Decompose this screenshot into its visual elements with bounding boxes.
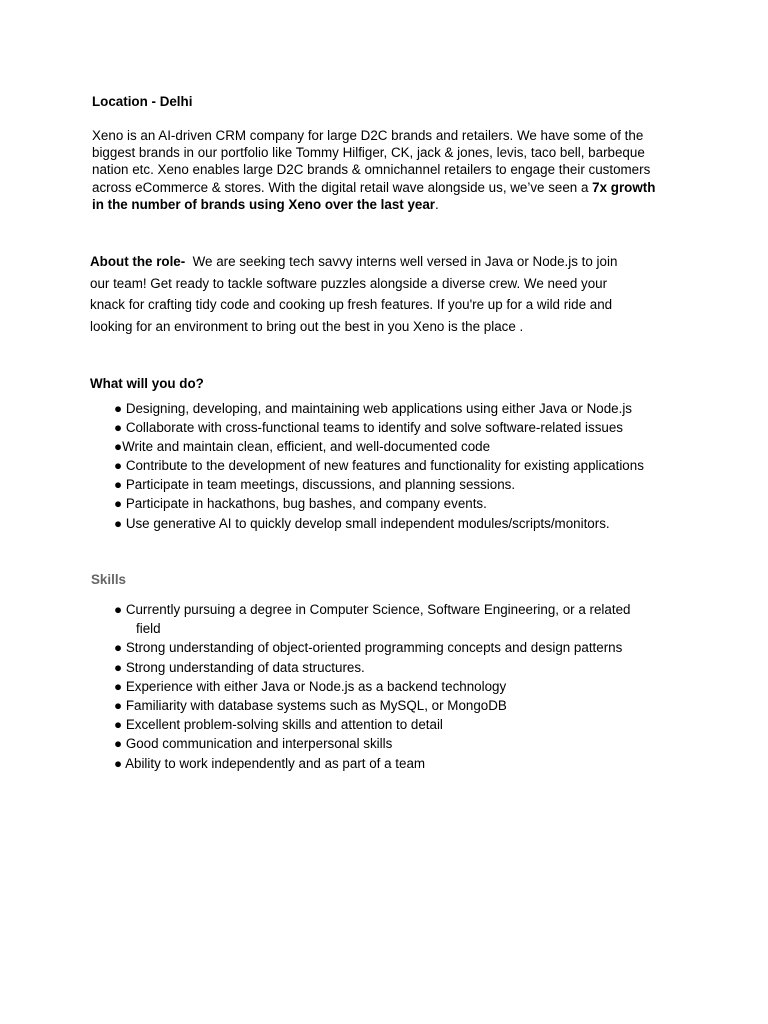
list-item-text: Excellent problem-solving skills and attention to detail [122, 717, 443, 733]
bullet-icon: ● [114, 736, 123, 752]
list-item [114, 715, 630, 734]
list-item [114, 638, 630, 657]
what-will-you-do-heading: What will you do? [90, 376, 204, 391]
growth-highlight-cont: in the number of brands using Xeno over the last year [92, 196, 436, 212]
list-item-text: Participate in hackathons, bug bashes, and company events. [122, 496, 487, 512]
about-role-paragraph [90, 251, 710, 337]
role-line: looking for an environment to bring out the best in you Xeno is the place . [90, 318, 524, 334]
list-item-text-cont: field [136, 621, 161, 637]
bullet-icon: ● [114, 678, 123, 694]
skills-heading: Skills [91, 572, 126, 587]
intro-line [92, 179, 692, 196]
list-item [114, 399, 644, 418]
growth-highlight: 7x growth [592, 179, 656, 195]
list-item [114, 696, 630, 715]
list-item [114, 734, 630, 753]
list-item-text: Collaborate with cross-functional teams to identify and solve software-related issues [122, 420, 623, 436]
bullet-icon: ● [114, 659, 123, 675]
bullet-icon: ● [114, 458, 123, 474]
list-item [114, 494, 644, 513]
intro-text: across eCommerce & stores. With the digital retail wave alongside us, we’ve seen a [92, 179, 593, 195]
list-item-text: Currently pursuing a degree in Computer Science, Software Engineering, or a related [122, 602, 631, 617]
list-item-text: Write and maintain clean, efficient, and well-documented code [122, 439, 491, 455]
list-item [114, 418, 644, 437]
list-item-text: Use generative AI to quickly develop small independent modules/scripts/monitors. [122, 515, 610, 531]
bullet-icon: ● [114, 698, 123, 714]
bullet-icon: ● [114, 717, 123, 733]
list-item-text: Contribute to the development of new features and functionality for existing applications [122, 458, 644, 474]
list-item-text: Familiarity with database systems such as MySQL, or MongoDB [122, 698, 507, 714]
intro-line: biggest brands in our portfolio like Tommy Hilfiger, CK, jack & jones, levis, taco bell, barbeque [92, 145, 645, 161]
list-item-text: Experience with either Java or Node.js as a backend technology [122, 678, 507, 694]
role-line [90, 251, 710, 273]
bullet-icon: ● [114, 755, 123, 771]
list-item [114, 456, 644, 475]
intro-line [92, 196, 692, 213]
list-item-text: Strong understanding of object-oriented programming concepts and design patterns [122, 640, 623, 656]
list-item-text: Good communication and interpersonal skills [122, 736, 393, 752]
list-item-text: Ability to work independently and as part of a team [122, 755, 426, 771]
role-line: knack for crafting tidy code and cooking up fresh features. If you're up for a wild ride and [90, 297, 613, 313]
bullet-icon: ● [114, 439, 123, 455]
list-item [114, 437, 644, 456]
about-role-label: About the role- [90, 254, 186, 269]
bullet-icon: ● [114, 515, 123, 531]
bullet-icon: ● [114, 420, 123, 436]
bullet-icon: ● [114, 602, 123, 617]
role-line: our team! Get ready to tackle software puzzles alongside a diverse crew. We need your [90, 275, 608, 291]
bullet-icon: ● [114, 496, 123, 512]
list-item [114, 475, 644, 494]
list-item [114, 514, 644, 533]
list-item [114, 658, 630, 677]
skills-list [114, 600, 630, 773]
list-item-text: Designing, developing, and maintaining web applications using either Java or Node.js [122, 401, 632, 416]
role-text: We are seeking tech savvy interns well versed in Java or Node.js to join [185, 254, 618, 269]
list-item [114, 600, 630, 638]
list-item-text: Strong understanding of data structures. [122, 659, 365, 675]
intro-line: nation etc. Xeno enables large D2C brands & omnichannel retailers to engage their customers [92, 162, 651, 178]
responsibilities-list [114, 399, 644, 533]
intro-line: Xeno is an AI-driven CRM company for large D2C brands and retailers. We have some of the [92, 128, 644, 143]
intro-period: . [435, 196, 439, 212]
list-item-text: Participate in team meetings, discussions, and planning sessions. [122, 477, 516, 493]
list-item [114, 754, 630, 773]
list-item [114, 677, 630, 696]
bullet-icon: ● [114, 401, 123, 416]
bullet-icon: ● [114, 477, 123, 493]
location-heading: Location - Delhi [92, 94, 193, 109]
company-intro-paragraph [92, 127, 692, 213]
bullet-icon: ● [114, 640, 123, 656]
